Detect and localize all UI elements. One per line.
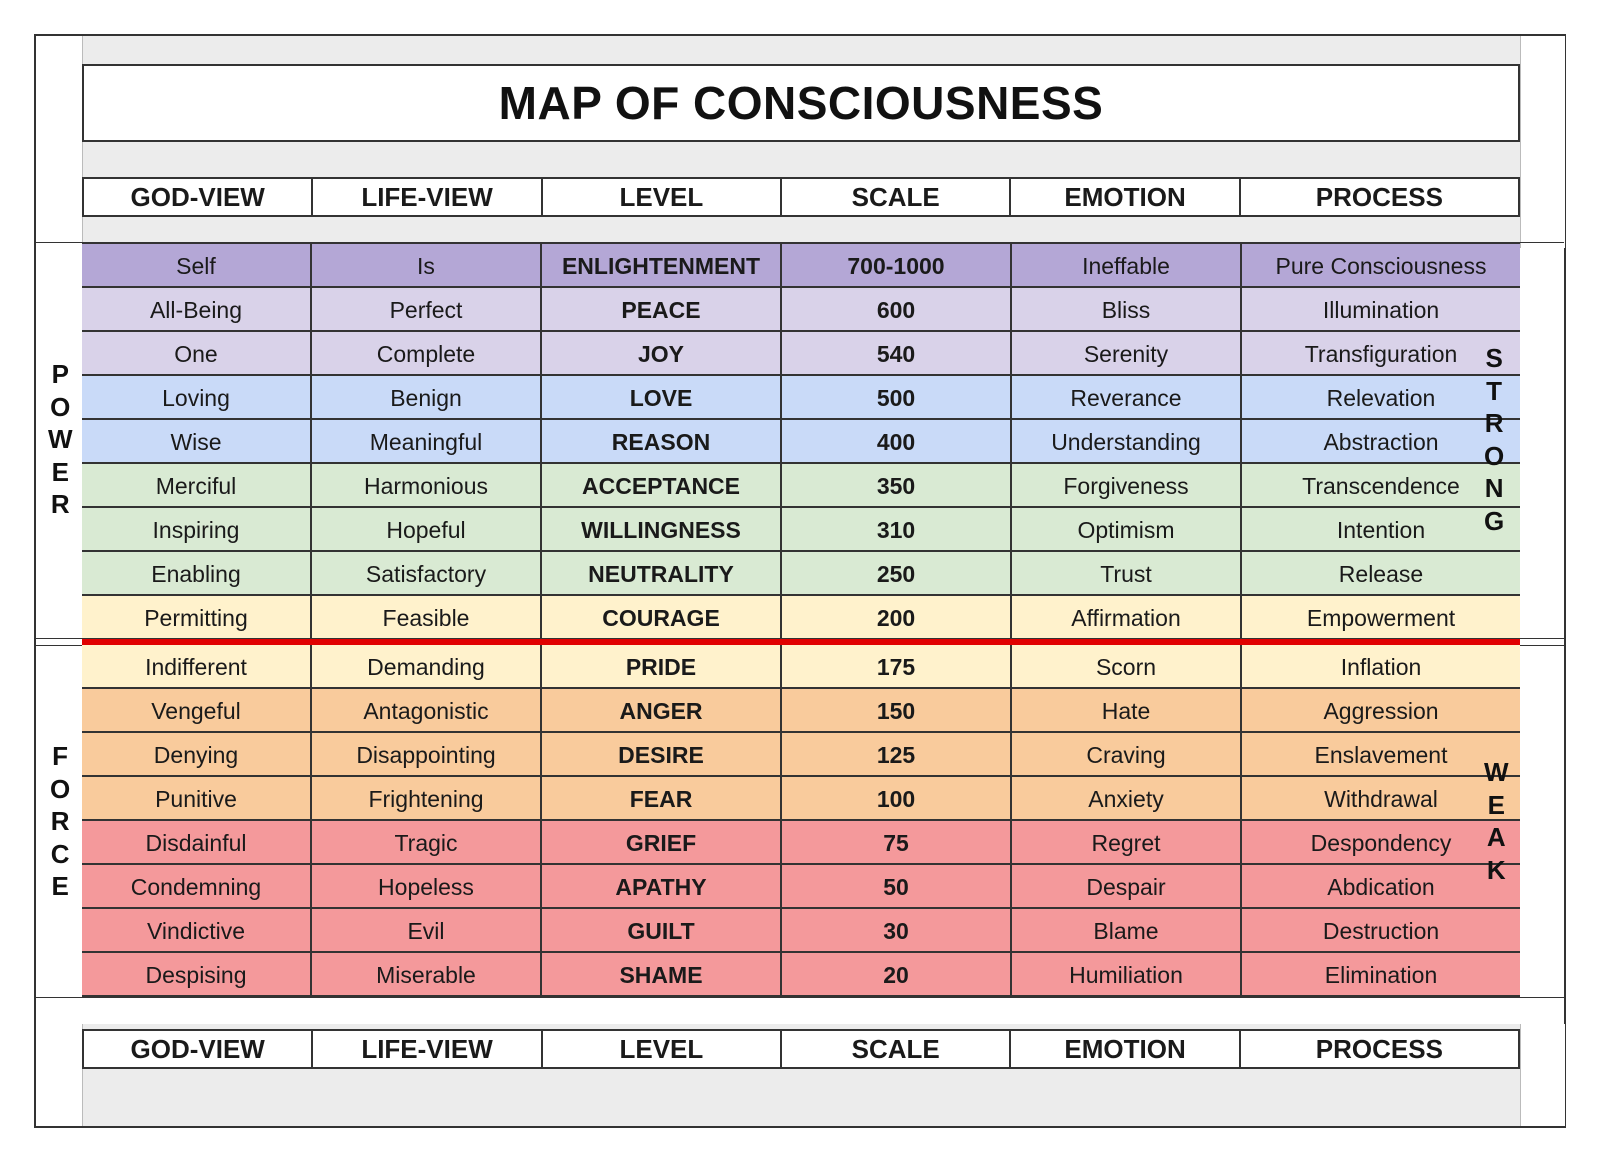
life-view-cell: Perfect <box>312 288 542 330</box>
level-cell: ANGER <box>542 689 782 731</box>
god-view-cell: Enabling <box>82 552 312 594</box>
emotion-cell: Forgiveness <box>1012 464 1242 506</box>
table-row <box>82 244 1520 288</box>
header-god-view: GOD-VIEW <box>84 179 313 215</box>
table-row <box>82 865 1520 909</box>
process-cell: Aggression <box>1323 698 1439 724</box>
power-label: P O W E R <box>48 359 73 519</box>
scale-cell: 20 <box>782 953 1012 995</box>
emotion-cell: Hate <box>1012 689 1242 731</box>
table-row <box>82 332 1520 376</box>
life-view-cell: Satisfactory <box>312 552 542 594</box>
emotion-cell: Optimism <box>1012 508 1242 550</box>
god-view-cell: Vengeful <box>82 689 312 731</box>
life-view-cell: Meaningful <box>312 420 542 462</box>
life-view-cell: Evil <box>312 909 542 951</box>
table-row <box>82 777 1520 821</box>
process-cell: Transfiguration <box>1304 341 1458 367</box>
life-view-cell: Harmonious <box>312 464 542 506</box>
level-cell: WILLINGNESS <box>542 508 782 550</box>
emotion-cell: Scorn <box>1012 645 1242 687</box>
scale-cell: 350 <box>782 464 1012 506</box>
emotion-cell: Affirmation <box>1012 596 1242 638</box>
lower-section-rule <box>36 997 1564 998</box>
process-cell: Transcendence <box>1302 473 1460 499</box>
level-cell: GUILT <box>542 909 782 951</box>
level-cell: DESIRE <box>542 733 782 775</box>
table-row <box>82 288 1520 332</box>
scale-cell: 100 <box>782 777 1012 819</box>
emotion-cell: Anxiety <box>1012 777 1242 819</box>
life-view-cell: Miserable <box>312 953 542 995</box>
table-row <box>82 552 1520 596</box>
life-view-cell: Benign <box>312 376 542 418</box>
scale-cell: 150 <box>782 689 1012 731</box>
scale-cell: 310 <box>782 508 1012 550</box>
process-cell: Withdrawal <box>1324 786 1438 812</box>
scale-cell: 125 <box>782 733 1012 775</box>
level-cell: LOVE <box>542 376 782 418</box>
emotion-cell: Understanding <box>1012 420 1242 462</box>
level-cell: ACCEPTANCE <box>542 464 782 506</box>
footer-scale: SCALE <box>782 1031 1011 1067</box>
life-view-cell: Hopeful <box>312 508 542 550</box>
level-cell: NEUTRALITY <box>542 552 782 594</box>
scale-cell: 250 <box>782 552 1012 594</box>
header-row-bottom <box>82 1029 1520 1069</box>
process-cell: Intention <box>1336 517 1426 543</box>
process-cell: Inflation <box>1340 654 1422 680</box>
scale-cell: 500 <box>782 376 1012 418</box>
emotion-cell: Regret <box>1012 821 1242 863</box>
right-top-margin <box>1520 36 1565 248</box>
scale-cell: 175 <box>782 645 1012 687</box>
god-view-cell: Loving <box>82 376 312 418</box>
lower-table <box>82 645 1520 997</box>
level-cell: SHAME <box>542 953 782 995</box>
table-row <box>82 596 1520 640</box>
level-cell: JOY <box>542 332 782 374</box>
title-box <box>82 64 1520 142</box>
upper-table <box>82 242 1520 640</box>
footer-emotion: EMOTION <box>1011 1031 1240 1067</box>
table-row <box>82 821 1520 865</box>
table-row <box>82 508 1520 552</box>
life-view-cell: Demanding <box>312 645 542 687</box>
life-view-cell: Hopeless <box>312 865 542 907</box>
scale-cell: 540 <box>782 332 1012 374</box>
god-view-cell: Denying <box>82 733 312 775</box>
god-view-cell: Permitting <box>82 596 312 638</box>
god-view-cell: Vindictive <box>82 909 312 951</box>
strong-label: S T R O N G <box>1484 343 1505 536</box>
table-row <box>82 464 1520 508</box>
emotion-cell: Trust <box>1012 552 1242 594</box>
emotion-cell: Blame <box>1012 909 1242 951</box>
level-cell: PRIDE <box>542 645 782 687</box>
emotion-cell: Craving <box>1012 733 1242 775</box>
left-bottom-margin <box>36 1024 83 1126</box>
level-cell: FEAR <box>542 777 782 819</box>
scale-cell: 700-1000 <box>782 244 1012 286</box>
god-view-cell: Condemning <box>82 865 312 907</box>
header-scale: SCALE <box>782 179 1011 215</box>
table-row <box>82 376 1520 420</box>
life-view-cell: Feasible <box>312 596 542 638</box>
table-row <box>82 689 1520 733</box>
right-bottom-margin <box>1520 1024 1565 1126</box>
god-view-cell: Punitive <box>82 777 312 819</box>
header-process: PROCESS <box>1315 181 1443 212</box>
level-cell: COURAGE <box>542 596 782 638</box>
table-row <box>82 420 1520 464</box>
emotion-cell: Serenity <box>1012 332 1242 374</box>
force-label: F O R C E <box>50 741 71 901</box>
scale-cell: 400 <box>782 420 1012 462</box>
weak-label: W E A K <box>1484 757 1509 885</box>
process-cell: Empowerment <box>1306 605 1456 631</box>
level-cell: GRIEF <box>542 821 782 863</box>
footer-god-view: GOD-VIEW <box>84 1031 313 1067</box>
level-cell: REASON <box>542 420 782 462</box>
header-emotion: EMOTION <box>1011 179 1240 215</box>
header-level: LEVEL <box>543 179 782 215</box>
process-cell: Despondency <box>1310 830 1452 856</box>
life-view-cell: Is <box>312 244 542 286</box>
god-view-cell: Despising <box>82 953 312 995</box>
god-view-cell: All-Being <box>82 288 312 330</box>
process-cell: Pure Consciousness <box>1275 253 1487 279</box>
process-cell: Enslavement <box>1314 742 1448 768</box>
god-view-cell: Self <box>82 244 312 286</box>
table-row <box>82 909 1520 953</box>
scale-cell: 200 <box>782 596 1012 638</box>
process-cell: Relevation <box>1326 385 1436 411</box>
table-row <box>82 733 1520 777</box>
process-cell: Elimination <box>1324 962 1438 988</box>
process-cell: Abdication <box>1327 874 1435 900</box>
life-view-cell: Complete <box>312 332 542 374</box>
table-row <box>82 645 1520 689</box>
scale-cell: 600 <box>782 288 1012 330</box>
god-view-cell: Wise <box>82 420 312 462</box>
footer-level: LEVEL <box>543 1031 782 1067</box>
god-view-cell: Disdainful <box>82 821 312 863</box>
life-view-cell: Frightening <box>312 777 542 819</box>
god-view-cell: One <box>82 332 312 374</box>
process-cell: Illumination <box>1322 297 1440 323</box>
scale-cell: 50 <box>782 865 1012 907</box>
emotion-cell: Bliss <box>1012 288 1242 330</box>
god-view-cell: Merciful <box>82 464 312 506</box>
process-cell: Destruction <box>1322 918 1440 944</box>
scale-cell: 30 <box>782 909 1012 951</box>
god-view-cell: Inspiring <box>82 508 312 550</box>
life-view-cell: Disappointing <box>312 733 542 775</box>
life-view-cell: Tragic <box>312 821 542 863</box>
emotion-cell: Reverance <box>1012 376 1242 418</box>
level-cell: APATHY <box>542 865 782 907</box>
life-view-cell: Antagonistic <box>312 689 542 731</box>
footer-process: PROCESS <box>1315 1033 1443 1064</box>
header-life-view: LIFE-VIEW <box>313 179 542 215</box>
process-cell: Release <box>1338 561 1424 587</box>
scale-cell: 75 <box>782 821 1012 863</box>
header-row-top <box>82 177 1520 217</box>
level-cell: PEACE <box>542 288 782 330</box>
level-cell: ENLIGHTENMENT <box>542 244 782 286</box>
table-row <box>82 953 1520 997</box>
emotion-cell: Ineffable <box>1012 244 1242 286</box>
page-title: MAP OF CONSCIOUSNESS <box>498 77 1104 129</box>
emotion-cell: Humiliation <box>1012 953 1242 995</box>
emotion-cell: Despair <box>1012 865 1242 907</box>
left-top-margin <box>36 36 83 248</box>
process-cell: Abstraction <box>1323 429 1439 455</box>
footer-life-view: LIFE-VIEW <box>313 1031 542 1067</box>
god-view-cell: Indifferent <box>82 645 312 687</box>
